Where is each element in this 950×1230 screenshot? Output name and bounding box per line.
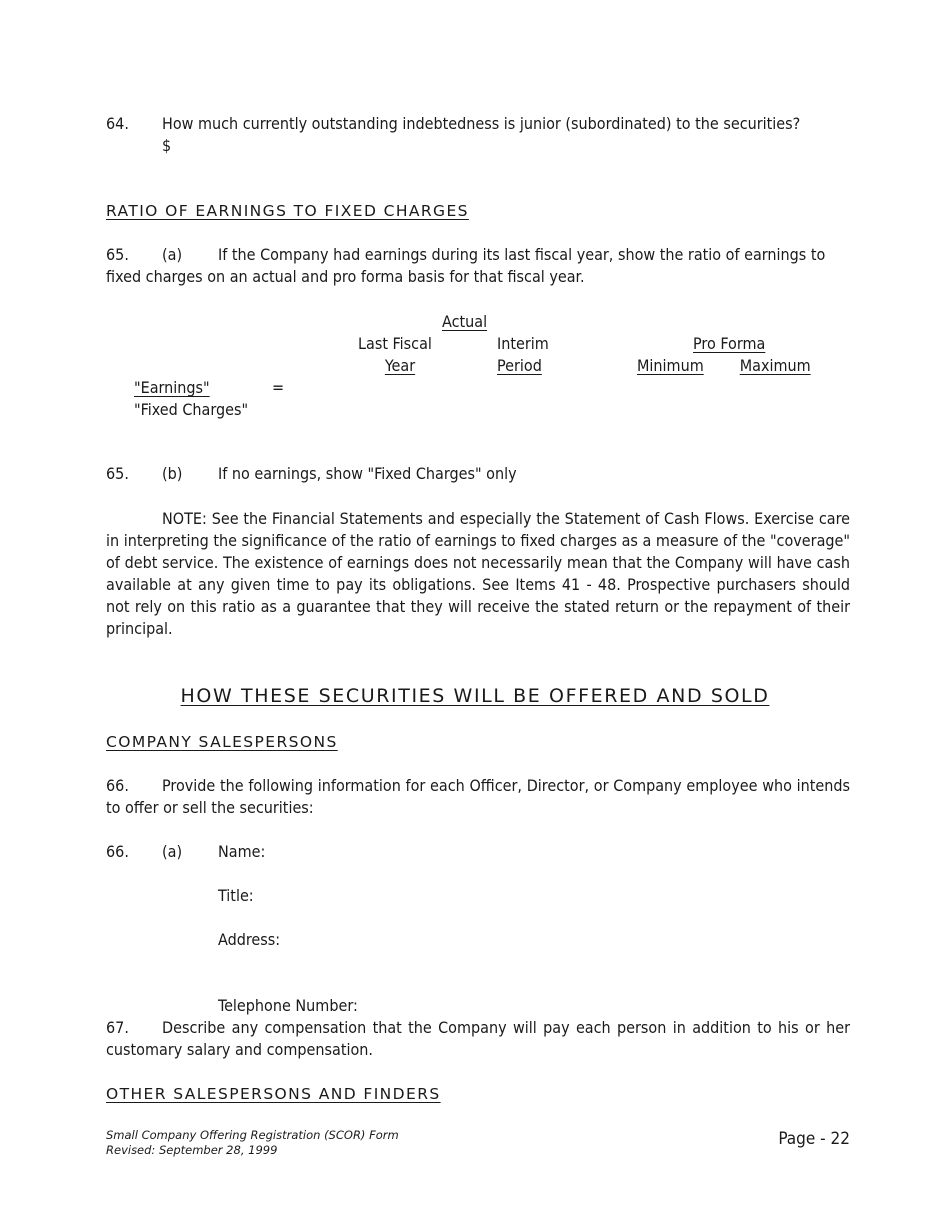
q66a-address-label: Address: bbox=[218, 930, 281, 949]
q65b-text: If no earnings, show "Fixed Charges" only bbox=[218, 464, 517, 483]
q64-line bbox=[106, 113, 800, 135]
other-salespersons-heading: OTHER SALESPERSONS AND FINDERS bbox=[106, 1085, 441, 1103]
q65a-line1 bbox=[106, 244, 850, 266]
q66a-number: 66. bbox=[106, 842, 129, 861]
table-interim-line1: Interim bbox=[497, 334, 549, 353]
table-pro-forma-cols bbox=[637, 355, 827, 377]
ratio-section-heading: RATIO OF EARNINGS TO FIXED CHARGES bbox=[106, 202, 469, 220]
table-equals: = bbox=[272, 378, 285, 397]
table-actual-header: Actual bbox=[442, 312, 488, 331]
q66a-line bbox=[106, 841, 265, 863]
table-last-fiscal-line1: Last Fiscal bbox=[358, 334, 432, 353]
q66-text: Provide the following information for each Officer, Director, or Company employee who intends to offer or sell the securities: bbox=[106, 776, 850, 817]
table-col-minimum: Minimum bbox=[637, 356, 704, 375]
q65a-number: 65. bbox=[106, 245, 129, 264]
table-interim-line2: Period bbox=[497, 356, 542, 375]
q65a-sub: (a) bbox=[162, 245, 183, 264]
q66a-title-label: Title: bbox=[218, 886, 254, 905]
ratio-note: NOTE: See the Financial Statements and especially the Statement of Cash Flows. Exercise care in interpreting the significance of the ratio of earnings to fixed charges as a measure of the "coverage" of debt service. The existence of earnings does not necessarily mean that the Company will have cash available at any given time to pay its obligations. See Items 41 - 48. Prospective purchasers should not rely on this ratio as a guarantee that they will receive the stated return or the repayment of their principal. bbox=[106, 509, 850, 638]
q65b-number: 65. bbox=[106, 464, 129, 483]
footer-form-name: Small Company Offering Registration (SCOR) Form bbox=[106, 1128, 399, 1142]
table-last-fiscal-line2: Year bbox=[384, 356, 416, 375]
q66-paragraph bbox=[106, 775, 850, 819]
footer-page-number: Page - 22 bbox=[778, 1129, 850, 1149]
q66a-sub: (a) bbox=[162, 842, 183, 861]
table-row-earnings: "Earnings" bbox=[134, 378, 210, 397]
offered-section-heading: HOW THESE SECURITIES WILL BE OFFERED AND SOLD bbox=[180, 685, 770, 707]
q66-number: 66. bbox=[106, 776, 129, 795]
company-salespersons-heading: COMPANY SALESPERSONS bbox=[106, 733, 338, 751]
q65b-sub: (b) bbox=[162, 464, 183, 483]
q66a-telephone-label: Telephone Number: bbox=[218, 996, 358, 1015]
q65a-text-line2: fixed charges on an actual and pro forma basis for that fiscal year. bbox=[106, 267, 585, 286]
q67-text: Describe any compensation that the Company will pay each person in addition to his or her customary salary and compensation. bbox=[106, 1018, 850, 1059]
q67-number: 67. bbox=[106, 1018, 129, 1037]
q64-text: How much currently outstanding indebtedness is junior (subordinated) to the securities? bbox=[162, 114, 801, 133]
table-col-maximum: Maximum bbox=[739, 356, 811, 375]
q66a-name-label: Name: bbox=[218, 842, 266, 861]
q64-number: 64. bbox=[106, 114, 129, 133]
q65b-line bbox=[106, 463, 517, 485]
q64-answer-prefix: $ bbox=[162, 136, 172, 155]
footer-revised: Revised: September 28, 1999 bbox=[106, 1143, 278, 1157]
table-pro-forma-header: Pro Forma bbox=[693, 334, 766, 353]
table-row-fixed-charges: "Fixed Charges" bbox=[134, 400, 249, 419]
q67-paragraph bbox=[106, 1017, 850, 1061]
q65a-text-line1: If the Company had earnings during its last fiscal year, show the ratio of earnings to bbox=[218, 245, 826, 264]
